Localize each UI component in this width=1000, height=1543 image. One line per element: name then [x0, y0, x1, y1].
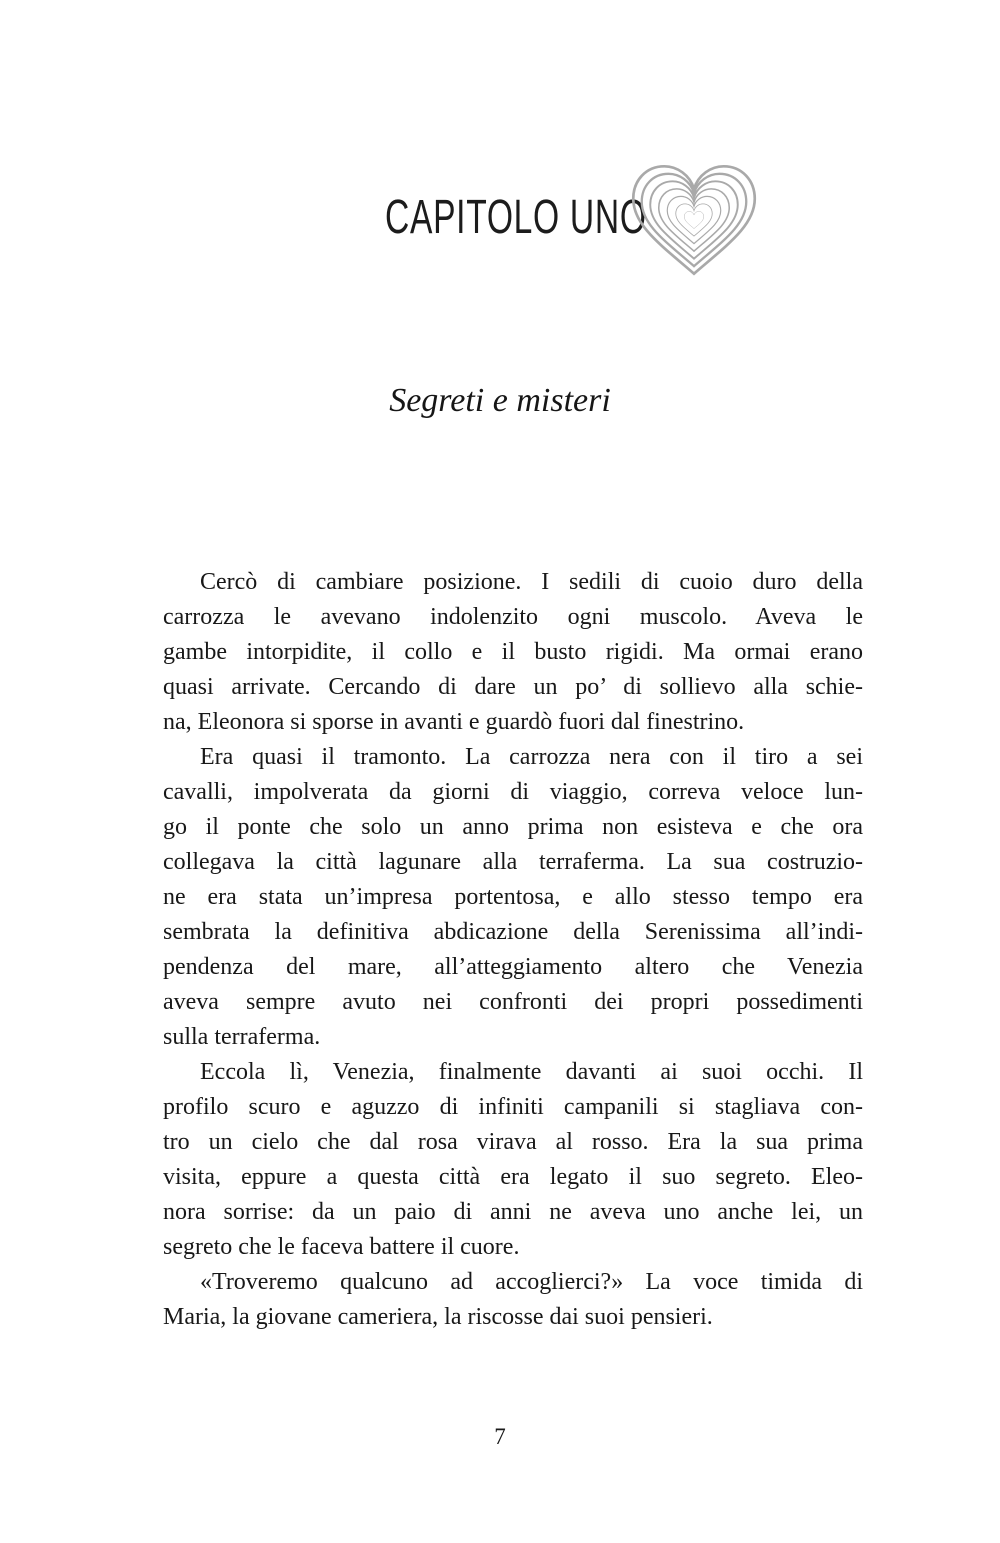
text-line: pendenza del mare, all’atteggiamento altero che Venezia	[163, 954, 863, 980]
paragraph	[163, 1265, 863, 1335]
heart-icon	[620, 155, 768, 285]
text-line: collegava la città lagunare alla terraferma. La sua costruzio-	[163, 849, 863, 875]
paragraph	[163, 1055, 863, 1265]
text-line: gambe intorpidite, il collo e il busto rigidi. Ma ormai erano	[163, 639, 863, 665]
page-number: 7	[494, 1424, 506, 1449]
text-line: go il ponte che solo un anno prima non esisteva e che ora	[163, 814, 863, 840]
body-text	[163, 565, 863, 1335]
text-line: sulla terraferma.	[163, 1024, 321, 1050]
text-line: nora sorrise: da un paio di anni ne aveva uno anche lei, un	[163, 1199, 863, 1225]
text-line: «Troveremo qualcuno ad accoglierci?» La voce timida di	[200, 1269, 863, 1295]
text-line: profilo scuro e aguzzo di infiniti campanili si stagliava con-	[163, 1094, 863, 1120]
text-line: quasi arrivate. Cercando di dare un po’ di sollievo alla schie-	[163, 674, 863, 700]
text-line: carrozza le avevano indolenzito ogni muscolo. Aveva le	[163, 604, 863, 630]
text-line: sembrata la definitiva abdicazione della Serenissima all’indi-	[163, 919, 863, 945]
chapter-subtitle: Segreti e misteri	[389, 382, 611, 419]
chapter-header	[0, 0, 1000, 300]
chapter-title: CAPITOLO UNO	[385, 191, 647, 244]
paragraph	[163, 740, 863, 1055]
text-line: Cercò di cambiare posizione. I sedili di cuoio duro della	[200, 569, 863, 595]
text-line: cavalli, impolverata da giorni di viaggio, correva veloce lun-	[163, 779, 863, 805]
text-line: segreto che le faceva battere il cuore.	[163, 1234, 520, 1260]
text-line: visita, eppure a questa città era legato il suo segreto. Eleo-	[163, 1164, 863, 1190]
text-line: tro un cielo che dal rosa virava al rosso. Era la sua prima	[163, 1129, 863, 1155]
text-line: ne era stata un’impresa portentosa, e allo stesso tempo era	[163, 884, 863, 910]
text-line: Eccola lì, Venezia, finalmente davanti ai suoi occhi. Il	[200, 1059, 863, 1085]
text-line: na, Eleonora si sporse in avanti e guardò fuori dal finestrino.	[163, 709, 745, 735]
text-line: Maria, la giovane cameriera, la riscosse dai suoi pensieri.	[163, 1304, 713, 1330]
text-line: Era quasi il tramonto. La carrozza nera con il tiro a sei	[200, 744, 863, 770]
text-line: aveva sempre avuto nei confronti dei propri possedimenti	[163, 989, 863, 1015]
paragraph	[163, 565, 863, 740]
